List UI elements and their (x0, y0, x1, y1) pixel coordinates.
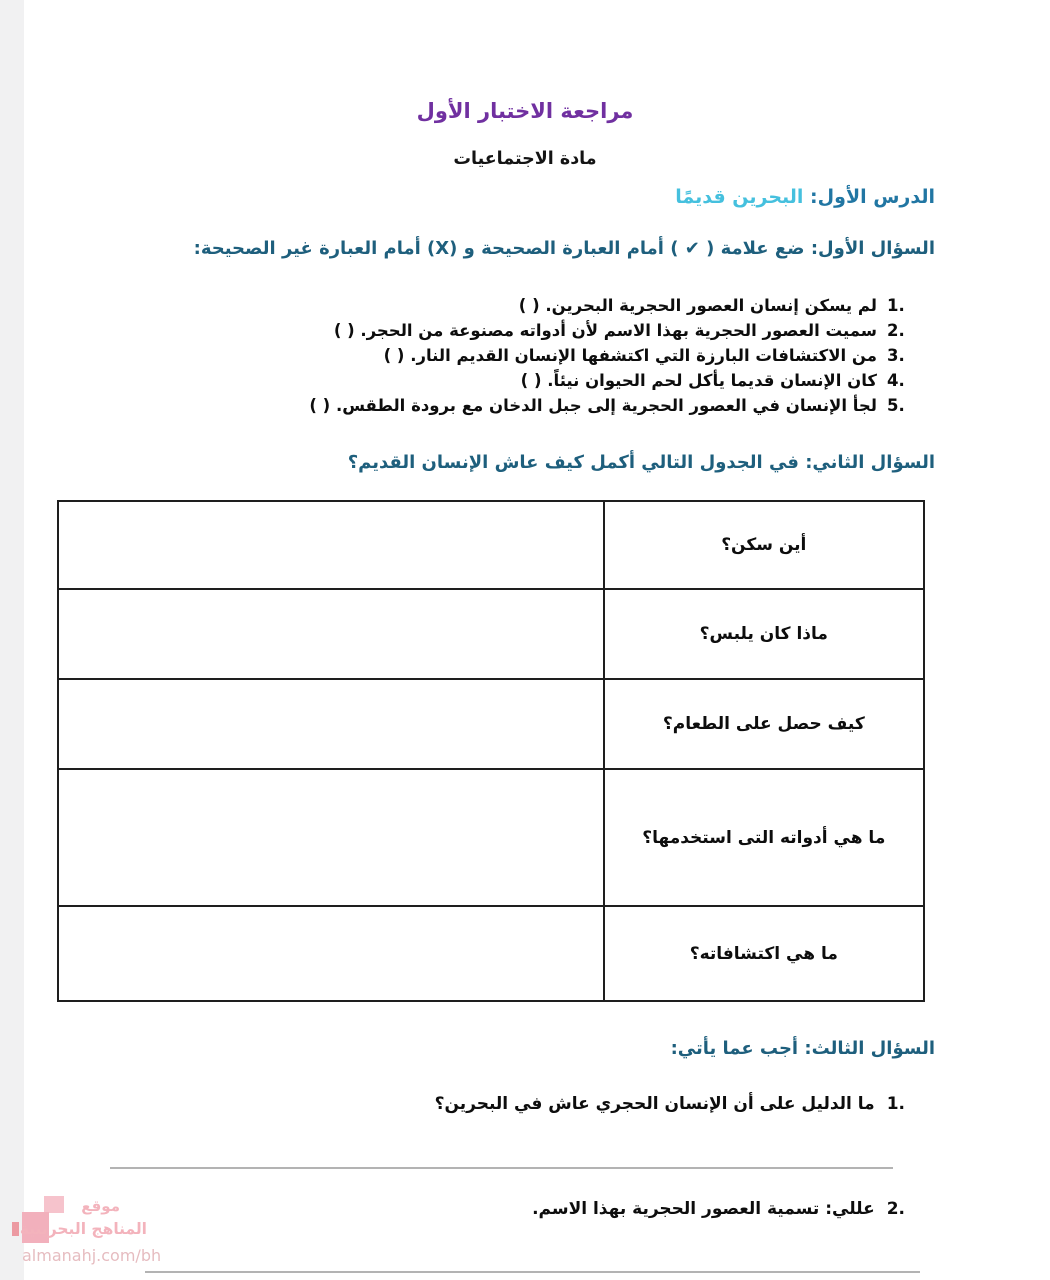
lesson-heading (675, 186, 935, 208)
true-false-list (309, 293, 905, 418)
answer-blank-line (110, 1167, 893, 1169)
item-text: لجأ الإنسان في العصور الحجرية إلى جبل الدخان مع برودة الطقس. ( ) (309, 396, 877, 415)
watermark-logo-square-small (44, 1196, 64, 1213)
table-question-cell: ما هي اكتشافاته؟ (604, 906, 924, 1001)
table-answer-cell (58, 501, 604, 589)
table-row (58, 589, 924, 679)
table-row (58, 679, 924, 769)
list-item (309, 393, 905, 418)
watermark-logo-square-edge (12, 1222, 19, 1236)
table-row (58, 906, 924, 1001)
watermark-site-url: almanahj.com/bh (22, 1246, 162, 1265)
table-answer-cell (58, 906, 604, 1001)
page-left-margin-strip (0, 0, 24, 1280)
item-number: 2. (886, 1199, 905, 1219)
list-item (435, 1094, 905, 1114)
item-number: 1. (886, 1094, 905, 1114)
item-number: 3. (887, 346, 905, 365)
item-text: من الاكتشافات البارزة التي اكتشفها الإنسان القديم النار. ( ) (383, 346, 877, 365)
item-number: 5. (887, 396, 905, 415)
question1-heading: السؤال الأول: ضع علامة ( ✔ ) أمام العبارة الصحيحة و (X) أمام العبارة غير الصحيحة: (193, 238, 935, 259)
table-question-cell: كيف حصل على الطعام؟ (604, 679, 924, 769)
table-row (58, 769, 924, 906)
list-item (532, 1199, 905, 1219)
table-question-cell: ماذا كان يلبس؟ (604, 589, 924, 679)
table-answer-cell (58, 589, 604, 679)
item-number: 4. (887, 371, 905, 390)
question2-heading: السؤال الثاني: في الجدول التالي أكمل كيف عاش الإنسان القديم؟ (347, 452, 935, 473)
item-text: لم يسكن إنسان العصور الحجرية البحرين. ( ) (518, 296, 877, 315)
watermark-site-name-line2: المناهج البحرينية (19, 1220, 147, 1238)
list-item (309, 343, 905, 368)
ancient-human-table (57, 500, 925, 1002)
answer-blank-line (145, 1271, 920, 1273)
item-number: 2. (887, 321, 905, 340)
table-question-cell: ما هي أدواته التى استخدمها؟ (604, 769, 924, 906)
lesson-name: البحرين قديمًا (675, 186, 804, 208)
list-item (309, 293, 905, 318)
item-text: عللي: تسمية العصور الحجرية بهذا الاسم. (532, 1199, 875, 1219)
list-item (309, 368, 905, 393)
page-subtitle: مادة الاجتماعيات (453, 149, 597, 169)
table-row (58, 501, 924, 589)
item-number: 1. (887, 296, 905, 315)
item-text: ما الدليل على أن الإنسان الحجري عاش في البحرين؟ (434, 1094, 875, 1114)
item-text: سميت العصور الحجرية بهذا الاسم لأن أدواته مصنوعة من الحجر. ( ) (333, 321, 877, 340)
table-question-cell: أين سكن؟ (604, 501, 924, 589)
watermark-site-name-line1: موقع (81, 1197, 120, 1215)
list-item (309, 318, 905, 343)
lesson-label: الدرس الأول: (810, 186, 935, 208)
table-answer-cell (58, 769, 604, 906)
page-title: مراجعة الاختبار الأول (416, 99, 634, 123)
table-answer-cell (58, 679, 604, 769)
question3-heading: السؤال الثالث: أجب عما يأتي: (670, 1038, 935, 1059)
item-text: كان الإنسان قديما يأكل لحم الحيوان نيئاً. ( ) (520, 371, 877, 390)
